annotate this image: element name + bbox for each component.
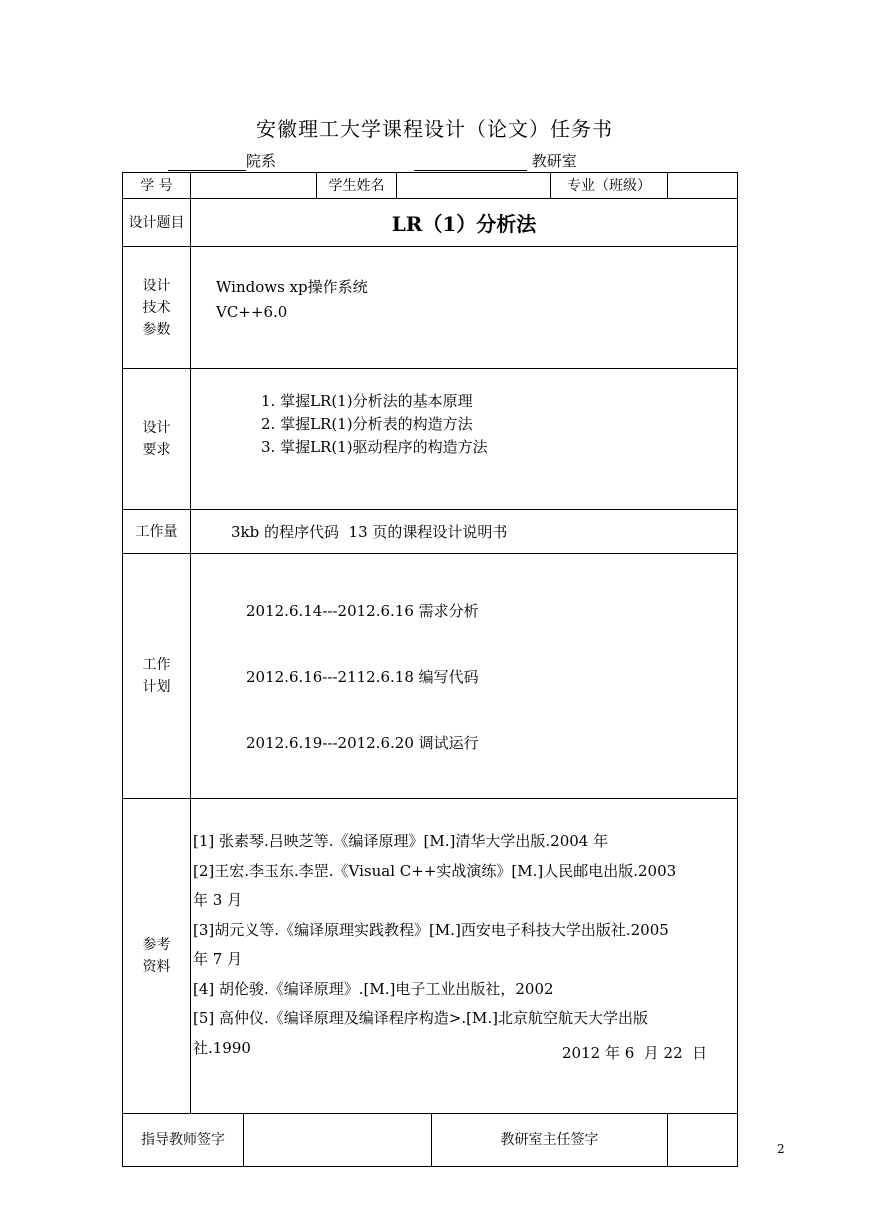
reference-item: [3]胡元义等.《编译原理实践教程》[M.]西安电子科技大学出版社.2005 (193, 920, 669, 939)
workload-content (191, 510, 738, 554)
reference-item: 社.1990 (193, 1038, 251, 1057)
tech-label: 设计 技术 参数 (123, 247, 191, 369)
student-id-label: 学 号 (123, 173, 191, 199)
signature-date: 2012 年 6 月 22 日 (562, 1044, 708, 1062)
workload-value: 3kb 的程序代码 13 页的课程设计说明书 (231, 523, 508, 541)
reference-item: [4] 胡伦骏.《编译原理》.[M.]电子工业出版社，2002 (193, 979, 554, 998)
reference-item: [1] 张素琴.吕映芝等.《编译原理》[M.]清华大学出版.2004 年 (193, 832, 609, 850)
requirement-item: 1. 掌握LR(1)分析法的基本原理 (261, 392, 473, 410)
department-blank[interactable] (168, 154, 246, 171)
page-number: 2 (777, 1142, 785, 1156)
page-title: 安徽理工大学课程设计（论文）任务书 (256, 117, 613, 141)
major-cell[interactable] (668, 173, 738, 199)
table-row (123, 247, 738, 369)
table-row (123, 199, 738, 247)
plan-content (191, 554, 738, 799)
topic-value: LR（1）分析法 (191, 199, 738, 247)
tech-line: Windows xp操作系统 (216, 278, 368, 296)
topic-label: 设计题目 (123, 199, 191, 247)
student-name-cell[interactable] (397, 173, 551, 199)
plan-item: 2012.6.19---2012.6.20 调试运行 (246, 734, 479, 752)
requirements-content (191, 369, 738, 510)
student-id-cell[interactable] (191, 173, 317, 199)
advisor-signature-label: 指导教师签字 (123, 1114, 244, 1167)
table-row (123, 799, 738, 1114)
table-row (123, 173, 738, 199)
student-name-label: 学生姓名 (317, 173, 397, 199)
task-table (122, 172, 738, 1167)
office-blank[interactable] (414, 154, 527, 171)
references-label: 参考 资料 (123, 799, 191, 1114)
major-label: 专业（班级） (551, 173, 668, 199)
table-row (123, 1114, 738, 1167)
advisor-signature-cell[interactable] (244, 1114, 432, 1167)
tech-content (191, 247, 738, 369)
requirement-item: 2. 掌握LR(1)分析表的构造方法 (261, 415, 473, 433)
reference-item: [5] 高仲仪.《编译原理及编译程序构造>.[M.]北京航空航天大学出版 (193, 1009, 648, 1027)
requirement-item: 3. 掌握LR(1)驱动程序的构造方法 (261, 438, 488, 456)
tech-line: VC++6.0 (216, 303, 288, 321)
reference-item: 年 3 月 (193, 891, 243, 909)
table-row (123, 510, 738, 554)
director-signature-label: 教研室主任签字 (432, 1114, 668, 1167)
office-line (414, 150, 577, 171)
reference-item: 年 7 月 (193, 950, 243, 968)
table-row (123, 369, 738, 510)
plan-label: 工作 计划 (123, 554, 191, 799)
office-label: 教研室 (531, 152, 577, 170)
department-label: 院系 (246, 152, 277, 170)
table-row (123, 554, 738, 799)
plan-item: 2012.6.16---2112.6.18 编写代码 (246, 668, 479, 686)
workload-label: 工作量 (123, 510, 191, 554)
references-content (191, 799, 738, 1114)
requirements-label: 设计 要求 (123, 369, 191, 510)
reference-item: [2]王宏.李玉东.李罡.《Visual C++实战演练》[M.]人民邮电出版.2003 (193, 861, 677, 880)
plan-item: 2012.6.14---2012.6.16 需求分析 (246, 602, 479, 620)
department-line (168, 150, 276, 171)
director-signature-cell[interactable] (668, 1114, 738, 1167)
